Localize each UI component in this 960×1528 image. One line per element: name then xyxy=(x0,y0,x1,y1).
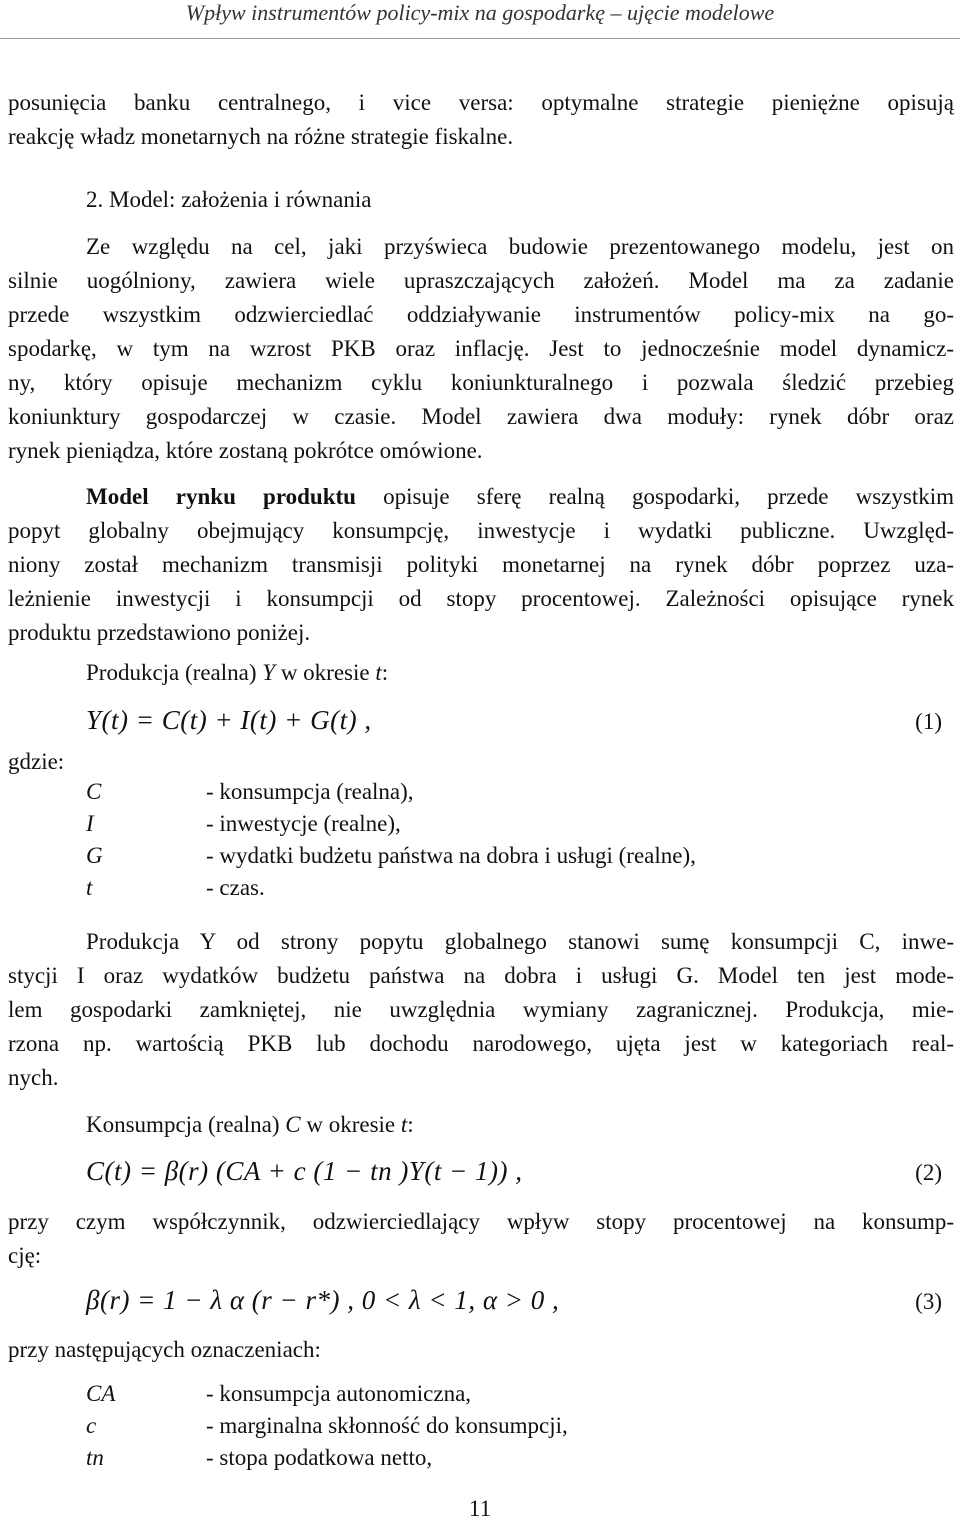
text-line: Ze względu na cel, jaki przyświeca budowie prezentowanego modelu, jest on xyxy=(86,234,954,259)
text-line: spodarkę, w tym na wzrost PKB oraz inflację. Jest to jednocześnie model dynamicz- xyxy=(8,336,954,361)
text-line: reakcję władz monetarnych na różne strategie fiskalne. xyxy=(8,124,514,149)
variable: t xyxy=(375,660,382,685)
text-fragment: : xyxy=(407,1112,414,1137)
equation-1 xyxy=(86,703,372,737)
text-fragment: Konsumpcja (realna) xyxy=(86,1112,286,1137)
text-line: rynek pieniądza, które zostaną pokrótce omówione. xyxy=(8,438,483,463)
text-fragment: opisuje sferę realną gospodarki, przede wszystkim xyxy=(355,484,955,509)
header-rule xyxy=(0,38,960,39)
where-label: gdzie: xyxy=(8,749,65,774)
symbol-C: C xyxy=(86,779,102,804)
section-heading: 2. Model: założenia i równania xyxy=(86,187,372,212)
equation-formula: C(t) = β(r) (CA + c (1 − tn )Y(t − 1)) , xyxy=(86,1156,523,1186)
text-line: Produkcja Y od strony popytu globalnego stanowi sumę konsumpcji C, inwe- xyxy=(86,929,954,954)
running-header: Wpływ instrumentów policy-mix na gospodarkę – ujęcie modelowe xyxy=(185,0,775,25)
definition-tn: - stopa podatkowa netto, xyxy=(206,1445,433,1470)
text-fragment: w okresie xyxy=(300,1112,401,1137)
text-line: lem gospodarki zamkniętej, nie uwzględnia wymiany zagranicznej. Produkcja, mie- xyxy=(8,997,954,1022)
symbol-tn: tn xyxy=(86,1445,104,1470)
definition-C: - konsumpcja (realna), xyxy=(206,779,414,804)
text-line: leżnienie inwestycji i konsumpcji od stopy procentowej. Zależności opisujące rynek xyxy=(8,586,954,611)
variable: Y xyxy=(262,660,276,685)
equation-2-intro xyxy=(86,1108,414,1142)
text-fragment: w okresie xyxy=(275,660,376,685)
paragraph-production xyxy=(8,925,954,1095)
definition-t: - czas. xyxy=(206,875,265,900)
definition-CA: - konsumpcja autonomiczna, xyxy=(206,1381,472,1406)
text-line: silnie uogólniony, zawiera wiele upraszczających założeń. Model ma za zadanie xyxy=(8,268,954,293)
text-line xyxy=(8,480,954,514)
equation-1-intro xyxy=(86,656,388,690)
text-fragment: : xyxy=(381,660,389,685)
equation-1-number: (1) xyxy=(915,709,942,734)
text-line: ny, który opisuje mechanizm cyklu koniunkturalnego i pozwala śledzić przebieg xyxy=(8,370,954,395)
bold-term: Model rynku produktu xyxy=(86,484,356,509)
equation-3-number: (3) xyxy=(915,1289,942,1314)
symbol-CA: CA xyxy=(86,1381,116,1406)
text-line: rzona np. wartością PKB lub dochodu narodowego, ujęta jest w kategoriach real- xyxy=(8,1031,954,1056)
text-line: nych. xyxy=(8,1065,59,1090)
symbol-G: G xyxy=(86,843,103,868)
text-line: przede wszystkim odzwierciedlać oddziaływanie instrumentów policy-mix na go- xyxy=(8,302,954,327)
paragraph-coefficient xyxy=(8,1205,954,1273)
page-number: 11 xyxy=(468,1496,492,1521)
paragraph-intro xyxy=(8,230,954,468)
text-line: posunięcia banku centralnego, i vice versa: optymalne strategie pieniężne opisują xyxy=(8,90,954,115)
definition-I: - inwestycje (realne), xyxy=(206,811,401,836)
text-line: popyt globalny obejmujący konsumpcję, inwestycje i wydatki publiczne. Uwzględ- xyxy=(8,518,954,543)
text-line: produktu przedstawiono poniżej. xyxy=(8,620,311,645)
text-line: stycji I oraz wydatków budżetu państwa na dobra i usługi G. Model ten jest mode- xyxy=(8,963,954,988)
text-line: koniunktury gospodarczej w czasie. Model zawiera dwa moduły: rynek dóbr oraz xyxy=(8,404,954,429)
symbol-t: t xyxy=(86,875,93,900)
paragraph-continuation xyxy=(8,86,954,154)
equation-formula: β(r) = 1 − λ α (r − r*) , 0 < λ < 1, α > 0 , xyxy=(86,1285,560,1315)
variable: C xyxy=(285,1112,301,1137)
equation-3 xyxy=(86,1283,559,1317)
definition-G: - wydatki budżetu państwa na dobra i usługi (realne), xyxy=(206,843,696,868)
equation-2-number: (2) xyxy=(915,1160,942,1185)
symbol-I: I xyxy=(86,811,94,836)
symbol-c: c xyxy=(86,1413,97,1438)
paragraph-notation: przy następujących oznaczeniach: xyxy=(8,1337,321,1362)
equation-2 xyxy=(86,1154,523,1188)
equation-formula: Y(t) = C(t) + I(t) + G(t) , xyxy=(86,705,372,735)
text-line: przy czym współczynnik, odzwierciedlający wpływ stopy procentowej na konsump- xyxy=(8,1209,954,1234)
text-fragment: Produkcja (realna) xyxy=(86,660,263,685)
definition-c: - marginalna skłonność do konsumpcji, xyxy=(206,1413,568,1438)
variable: t xyxy=(400,1112,408,1137)
text-line: niony został mechanizm transmisji polityki monetarnej na rynek dóbr poprzez uza- xyxy=(8,552,954,577)
text-line: cję: xyxy=(8,1243,42,1268)
paragraph-product-market xyxy=(8,480,954,650)
